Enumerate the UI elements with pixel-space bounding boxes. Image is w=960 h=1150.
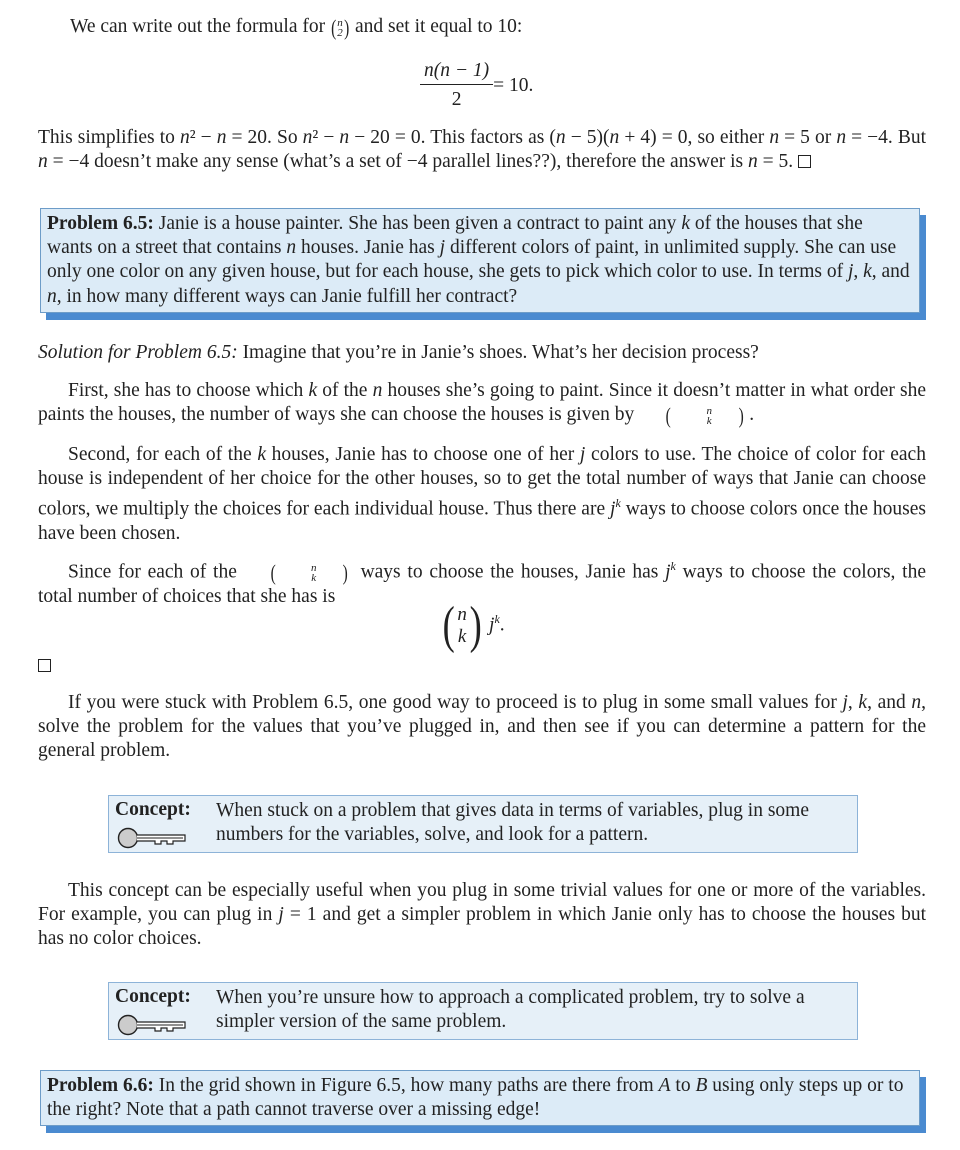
text-run: of the houses that she wants on a street that contains (47, 213, 863, 259)
text-run: In the grid shown in Figure 6.5, how many paths are there from (153, 1075, 659, 1096)
fraction-numerator: n(n − 1) (420, 60, 493, 85)
math-variable: n (286, 237, 297, 259)
math-variable: j (842, 692, 848, 713)
math-variable: j (610, 498, 616, 520)
text-run: ways to choose the houses, Janie has (353, 561, 666, 583)
math-variable: k (681, 213, 690, 234)
text-run: houses she’s going to paint. Since it doesn’t matter in what order she paints the houses, the number of ways she can choose the houses is given by (38, 380, 926, 426)
math-variable: n (911, 692, 922, 713)
right-paren: ) (343, 560, 349, 586)
math-variable: B (695, 1075, 708, 1096)
text-run: , in how many different ways can Janie fulfill her contract? (56, 285, 518, 307)
problem-label: Problem 6.6: (47, 1075, 154, 1096)
concept-label: Concept: (115, 986, 191, 1007)
math-variable: n (372, 380, 383, 401)
math-variable: j (484, 614, 495, 636)
text-run: = 20. So (226, 127, 303, 148)
left-paren: ( (442, 597, 455, 654)
text-run: We can write out the formula for (70, 16, 330, 37)
binomial-top: n (337, 16, 343, 29)
concept-box-1 (108, 795, 858, 853)
text-run: = −4 doesn’t make any sense (what’s a set of −4 parallel lines??), therefore the answer is (47, 151, 749, 173)
fraction-denominator: 2 (451, 89, 462, 110)
binomial-top: n (457, 604, 467, 625)
math-variable: k (863, 261, 872, 283)
math-variable: k (858, 692, 868, 713)
binomial-top: n (706, 404, 712, 417)
math-variable: j (439, 237, 446, 259)
math-variable: n (302, 127, 313, 148)
concept-paragraph (38, 879, 926, 952)
right-paren: ) (469, 597, 482, 654)
key-icon (117, 1014, 189, 1042)
text-run: = 5. (757, 151, 799, 173)
text-run: , solve the problem for the values that you’ve plugged in, and then see if you can determine a pattern for the general problem. (38, 692, 927, 762)
text-run: Second, for each of the (68, 444, 258, 465)
problem-6-5-box (40, 208, 920, 313)
text-run: − 5)( (565, 127, 610, 148)
text-run: ways to choose colors once the houses have been chosen. (38, 498, 926, 545)
text-run: , and (867, 692, 912, 713)
binomial-coefficient (244, 562, 354, 584)
key-icon (117, 827, 189, 855)
equation-rhs: = 10. (493, 74, 534, 96)
binomial-bottom: k (706, 414, 712, 427)
text-run: . (749, 404, 755, 426)
right-paren: ) (343, 14, 350, 40)
math-variable: n (555, 127, 566, 148)
math-variable: j (847, 261, 854, 283)
text-run: This simplifies to (38, 127, 180, 148)
binomial-stack (337, 18, 343, 38)
second-paragraph (38, 443, 926, 546)
left-paren: ( (270, 560, 276, 586)
text-run: and set it equal to 10: (350, 16, 523, 37)
concept-box-2 (108, 982, 858, 1040)
text-run: Since for each of the (68, 561, 244, 583)
exponent: k (494, 611, 500, 626)
concept-text: When you’re unsure how to approach a complicated problem, try to solve a simpler version of the same problem. (216, 987, 805, 1032)
text-run: to (670, 1075, 696, 1096)
math-variable: n (836, 127, 847, 148)
equation-n-choose-2 (420, 60, 533, 111)
text-run: colors to use. The choice of color for each house is independent of her choice for the other houses, so to get the total number of ways that Janie can choose colors, we multiply the choices for each individual house. Thus there are (38, 444, 926, 520)
math-variable: k (308, 380, 318, 401)
qed-square (798, 155, 811, 168)
binomial-bottom: k (457, 626, 467, 647)
binomial-bottom: k (311, 572, 317, 585)
stuck-paragraph (38, 691, 926, 764)
problem-label: Problem 6.5: (47, 213, 154, 234)
text-run: ways to choose the colors, the total number of choices that she has is (38, 561, 927, 607)
binomial-coefficient (639, 402, 749, 428)
first-paragraph (38, 379, 926, 427)
answer-formula (440, 597, 505, 654)
right-paren: ) (738, 402, 744, 428)
binomial-top: n (310, 562, 317, 575)
text-run: = 5 or (779, 127, 837, 148)
text-run: houses. Janie has (296, 237, 440, 259)
text-run: houses, Janie has to choose one of her (265, 444, 580, 465)
math-variable: j (665, 561, 671, 583)
text-run: = 1 and get a simpler problem in which Janie only has to choose the houses but has no color choices. (38, 904, 926, 950)
text-run: = −4. But (846, 127, 927, 148)
text-run: First, she has to choose which (68, 380, 309, 401)
left-paren: ( (665, 402, 671, 428)
concept-text: When stuck on a problem that gives data in terms of variables, plug in some numbers for the variables, solve, and look for a pattern. (216, 800, 809, 845)
text-run: , (853, 261, 864, 283)
math-variable: n (748, 151, 758, 173)
text-run: , (847, 692, 859, 713)
text-run: ² − (312, 127, 340, 148)
math-variable: n (339, 127, 350, 148)
binomial-stack (457, 604, 467, 648)
left-paren: ( (331, 14, 337, 40)
math-variable: j (579, 444, 586, 465)
math-variable: n (216, 127, 227, 148)
math-variable: j (278, 904, 284, 926)
text-run: If you were stuck with Problem 6.5, one good way to proceed is to plug in some small values for (68, 692, 843, 713)
text-run: Imagine that you’re in Janie’s shoes. What’s her decision process? (237, 342, 759, 363)
binomial-stack (281, 563, 317, 583)
concept-label: Concept: (115, 799, 191, 820)
text-run: . (499, 614, 505, 636)
math-variable: k (257, 444, 266, 465)
intro-line (70, 15, 522, 39)
binomial-bottom: 2 (337, 26, 343, 39)
math-variable: n (47, 285, 57, 307)
exponent: k (615, 496, 621, 511)
problem-6-6-box (40, 1070, 920, 1126)
qed-square (38, 654, 51, 678)
text-run: Janie is a house painter. She has been given a contract to paint any (153, 213, 682, 234)
text-run: using only steps up or to the right? Note that a path cannot traverse over a missing edge! (47, 1075, 904, 1121)
solution-heading (38, 341, 926, 365)
text-run: − 20 = 0. This factors as ( (349, 127, 556, 148)
text-run: ² − (189, 127, 217, 148)
math-variable: n (179, 127, 190, 148)
math-variable: Solution for Problem 6.5: (38, 342, 238, 363)
binomial-coefficient (330, 14, 350, 40)
binomial-stack (676, 406, 712, 426)
text-run: of the (317, 380, 373, 401)
math-variable: A (658, 1075, 671, 1096)
text-run: This concept can be especially useful when you plug in some trivial values for one or more of the variables. For example, you can plug in (38, 880, 926, 926)
math-variable: n (769, 127, 780, 148)
exponent: k (670, 559, 676, 573)
math-variable: n (609, 127, 620, 148)
binomial-coefficient (440, 597, 484, 654)
simplify-paragraph (38, 126, 926, 174)
text-run: + 4) = 0, so either (619, 127, 770, 148)
text-run: , and (871, 261, 910, 283)
math-variable: n (38, 151, 48, 173)
text-run: different colors of paint, in unlimited supply. She can use only one color on any given house, but for each house, she gets to pick which color to use. In terms of (47, 237, 897, 283)
